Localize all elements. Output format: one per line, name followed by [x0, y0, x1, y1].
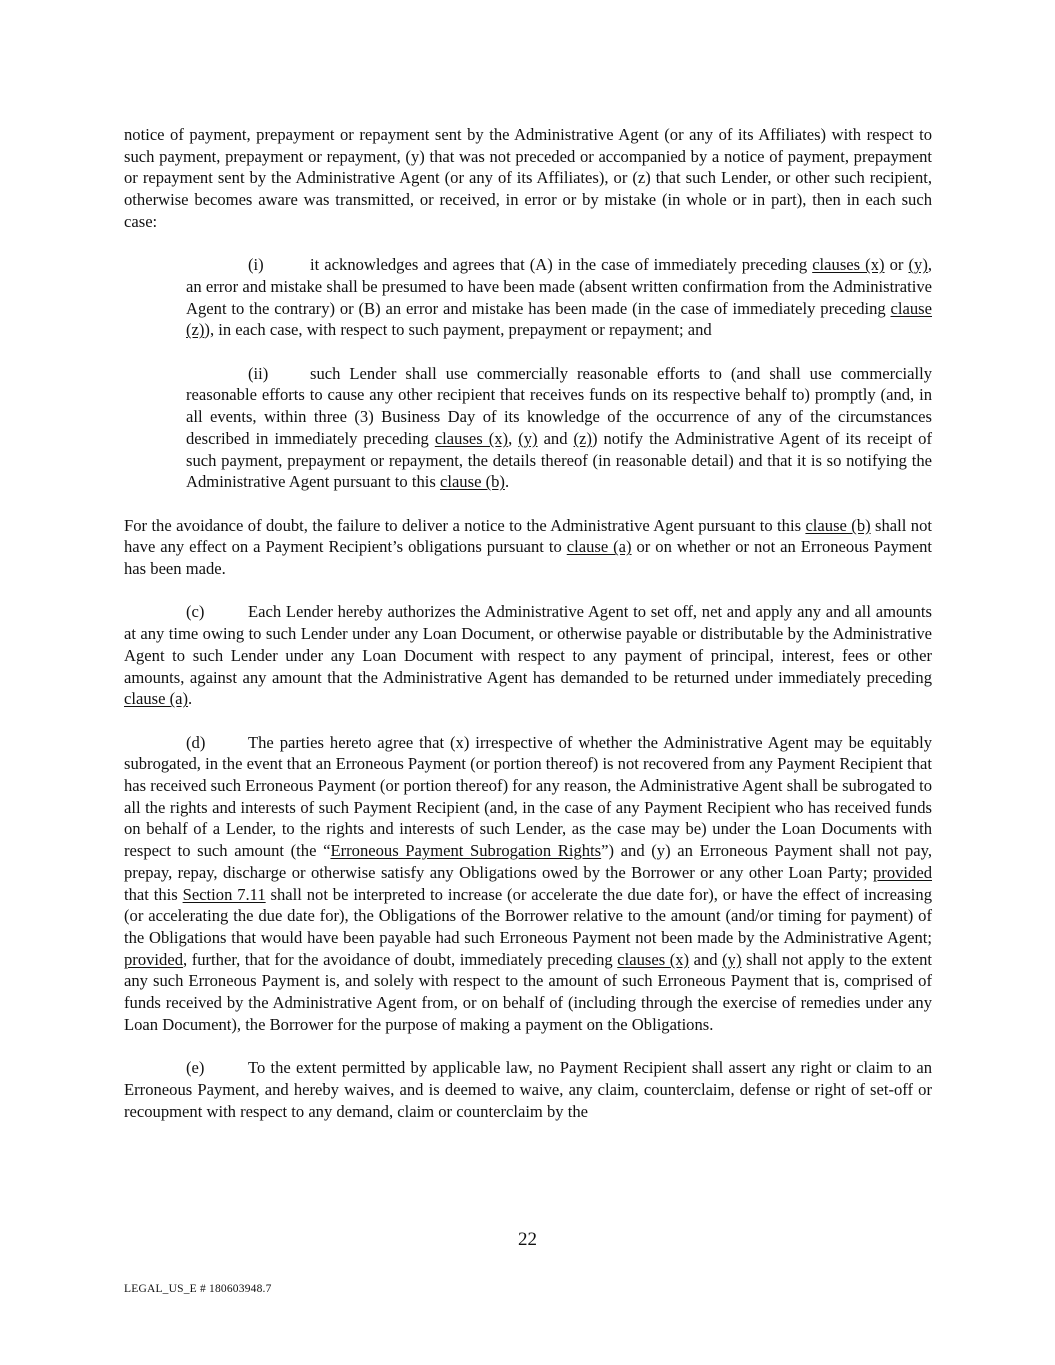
clause-number: (ii) — [248, 363, 269, 383]
clause-text: To the extent permitted by applicable law, no Payment Recipient shall assert any right or claim to an Erroneous Payment, and hereby waives, and is deemed to waive, any claim, counterclaim, defense or right of set-off or recoupment with respect to any demand, claim or counterclaim by the — [124, 1058, 932, 1121]
document-footer-id: LEGAL_US_E # 180603948.7 — [124, 1283, 272, 1295]
clause-text: and — [537, 428, 574, 448]
paragraph-avoidance-of-doubt — [124, 515, 932, 580]
cross-reference: clauses (x) — [617, 949, 690, 969]
paragraph-clause-i — [124, 254, 932, 341]
defined-term: Erroneous Payment Subrogation Rights — [330, 841, 602, 861]
cross-reference: (y) — [722, 949, 742, 969]
clause-text: . — [504, 472, 510, 492]
clause-text: For the avoidance of doubt, the failure to deliver a notice to the Administrative Agent pursuant to this — [124, 515, 806, 535]
clause-number: (c) — [186, 602, 205, 622]
clause-text: , an error and mistake shall be presumed to have been made (absent written confirmation from the Administrative Agent to the contrary) or (B) an error and mistake has been made (in the case of immediately preceding — [186, 255, 933, 318]
cross-reference: clauses (x) — [434, 428, 509, 448]
clause-text: ), in each case, with respect to such payment, prepayment or repayment; and — [204, 320, 712, 340]
paragraph-clause-e — [124, 1057, 932, 1122]
clause-number: (e) — [186, 1058, 205, 1078]
cross-reference: (y) — [518, 428, 538, 448]
cross-reference: clause (b) — [439, 472, 505, 492]
paragraph-clause-c — [124, 601, 932, 710]
cross-reference: (y) — [908, 255, 928, 275]
clause-text: ”) and (y) an Erroneous Payment shall not pay, prepay, repay, discharge or otherwise satisfy any Obligations owed by the Borrower or any other Loan Party; — [124, 841, 932, 882]
cross-reference: Section 7.11 — [182, 884, 266, 904]
clause-text: that this — [124, 884, 183, 904]
cross-reference: clause (b) — [805, 515, 871, 535]
cross-reference: (z) — [573, 428, 592, 448]
clause-text: and — [689, 949, 723, 969]
cross-reference: clause (a) — [124, 689, 189, 709]
clause-number: (d) — [186, 732, 206, 752]
cross-reference: clause (a) — [566, 537, 632, 557]
clause-text: ) notify the Administrative Agent of its receipt of such payment, prepayment or repayment, the details thereof (in reasonable detail) and that it is so notifying the Administrative Agent pursuant to this — [186, 428, 933, 492]
defined-term: provided — [124, 949, 183, 969]
document-body — [124, 124, 932, 1122]
paragraph-intro: notice of payment, prepayment or repayment sent by the Administrative Agent (or any of its Affiliates) with respect to such payment, prepayment or repayment, (y) that was not preceded or accompanied by a notice of payment, prepayment or repayment sent by the Administrative Agent (or any of its Affiliates), or (z) that such Lender, or other such recipient, otherwise becomes aware was transmitted, or received, in error or by mistake (in whole or in part), then in each such case: — [124, 125, 932, 231]
defined-term: provided — [873, 862, 932, 882]
paragraph-clause-ii — [124, 363, 932, 493]
clause-text: or on whether or not an Erroneous Payment has been made. — [124, 537, 932, 579]
clause-number: (i) — [248, 255, 264, 275]
clause-text: shall not apply to the extent any such Erroneous Payment is, and solely with respect to the amount of such Erroneous Payment that is, comprised of funds received by the Administrative Agent from, or on behalf of (including through the exercise of remedies under any Loan Document), the Borrower for the purpose of making a payment on the Obligations. — [124, 949, 932, 1034]
clause-text: , — [508, 428, 519, 448]
cross-reference: clauses (x) — [812, 255, 885, 275]
clause-text: shall not have any effect on a Payment Recipient’s obligations pursuant to — [124, 515, 932, 557]
clause-text: , further, that for the avoidance of doubt, immediately preceding — [183, 949, 618, 969]
page-number: 22 — [518, 1229, 537, 1250]
clause-text: . — [188, 689, 193, 709]
paragraph-clause-d — [124, 732, 932, 1036]
clause-text: The parties hereto agree that (x) irrespective of whether the Administrative Agent may be equitably subrogated, in the event that an Erroneous Payment (or portion thereof) is not recovered from any Payment Recipient that has received such Erroneous Payment (or portion thereof) for any reason, the Administrative Agent shall be subrogated to all the rights and interests of such Payment Recipient (and, in the case of any Payment Recipient who has received funds on behalf of a Lender, to the rights and interests of such Lender, as the case may be) under the Loan Documents with respect to such amount (the “ — [124, 732, 932, 861]
clause-text: shall not be interpreted to increase (or accelerate the due date for), or have the effect of increasing (or accelerating the due date for), the Obligations of the Borrower relative to the amount (and/or timing for payment) of the Obligations that would have been payable had such Erroneous Payment not been made by the Administrative Agent; — [124, 884, 932, 947]
clause-text: it acknowledges and agrees that (A) in the case of immediately preceding — [310, 255, 813, 275]
cross-reference: clause (z) — [186, 298, 932, 340]
clause-text: Each Lender hereby authorizes the Administrative Agent to set off, net and apply any and all amounts at any time owing to such Lender under any Loan Document, or otherwise payable or distributable by the Administrative Agent to such Lender under any Loan Document with respect to any payment of principal, interest, fees or other amounts, against any amount that the Administrative Agent has demanded to be returned under immediately preceding — [124, 602, 932, 687]
clause-text: or — [884, 255, 909, 275]
clause-text: such Lender shall use commercially reasonable efforts to (and shall use commercially reasonable efforts to cause any other recipient that receives funds on its respective behalf to) promptly (and, in all events, within three (3) Business Day of its knowledge of the occurrence of any of the circumstances described in immediately preceding — [186, 363, 932, 448]
